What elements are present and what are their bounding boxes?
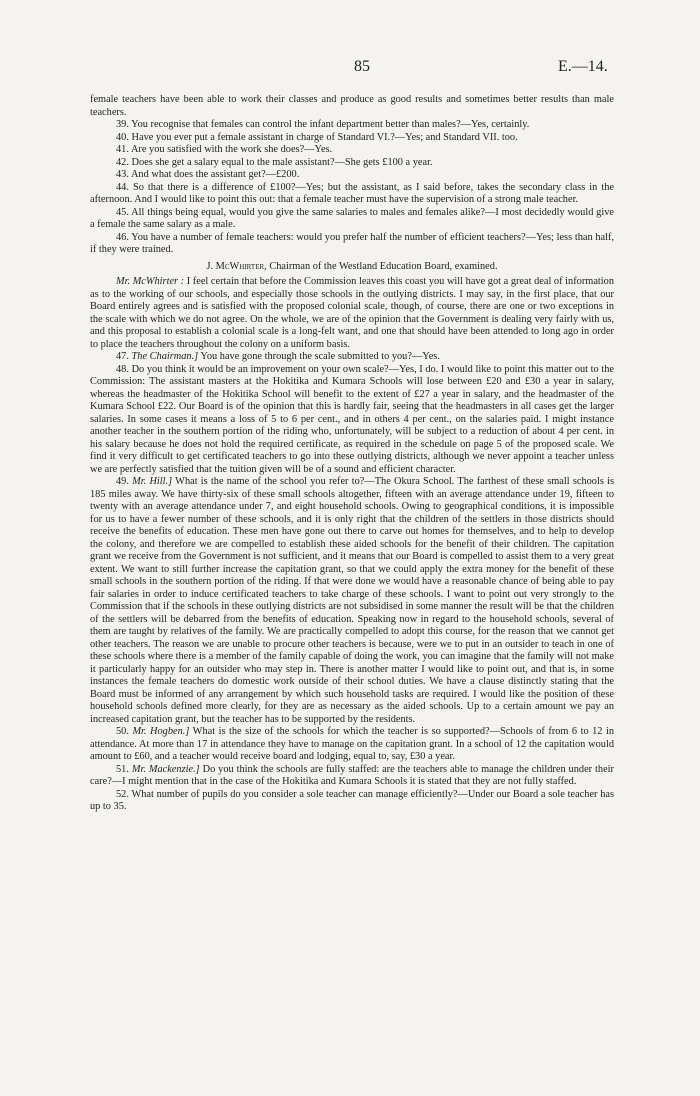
question-51-number: 51.	[116, 763, 129, 775]
question-49-speaker: Mr. Hill.]	[132, 476, 173, 487]
question-52: 52. What number of pupils do you consider a sole teacher can manage efficiently?—Under our Board a sole teacher has up to 35.	[90, 788, 614, 812]
question-47-text: You have gone through the scale submitted to you?—Yes.	[198, 351, 440, 362]
question-42: 42. Does she get a salary equal to the male assistant?—She gets £100 a year.	[116, 156, 433, 168]
page-body	[90, 94, 614, 814]
question-48: 48. Do you think it would be an improvement on your own scale?—Yes, I do. I would like to point this matter out to the Commission: The assistant masters at the Hokitika and Kumara Schools will lose between £20 and £30 a year in salary, whereas the headmaster of the Hokitika School will benefit to the extent of £27 a year in salary, and the headmaster of the Kumara School £22. Our Board is of the opinion that this is hardly fair, seeing that the headmasters in all cases get the larger salaries. In some cases it means a loss of 5 to 6 per cent., and in others 4 per cent., on the salaries paid. I might instance another teacher in the southern portion of the riding who, unfortunately, will be subject to a reduction of about 4 per cent. in his salary because he does not hold the required certificate, as required in the schedule on page 5 of the proposed scale. We find it very difficult to get certificated teachers to go into these outlying districts, although we never appoint a teacher unless we are perfectly satisfied that the tuition given will be of a sound and efficient character.	[90, 363, 614, 475]
document-reference: E.—14.	[558, 58, 608, 75]
question-50	[90, 726, 614, 764]
statement-speaker: Mr. McWhirter :	[116, 276, 185, 287]
question-49-number: 49.	[116, 476, 129, 487]
question-51	[90, 764, 614, 789]
question-47	[90, 351, 614, 364]
question-51-text: Do you think the schools are fully staffed: are the teachers able to manage the children under their care?—I might mention that in the case of the Hokitika and Kumara Schools it is stated that they are not fully staffed.	[90, 763, 614, 787]
page-header	[0, 58, 700, 82]
question-46: 46. You have a number of female teachers: would you prefer half the number of efficient teachers?—Yes; less than half, if they were trained.	[90, 231, 614, 255]
question-40: 40. Have you ever put a female assistant in charge of Standard VI.?—Yes; and Standard VII. too.	[116, 131, 518, 143]
question-44: 44. So that there is a difference of £100?—Yes; but the assistant, as I said before, takes the secondary class in the afternoon. And I would like to point this out: that a female teacher must have the supervision of a strong male teacher.	[90, 181, 614, 205]
opening-statement	[90, 276, 614, 351]
question-45: 45. All things being equal, would you give the same salaries to males and females alike?—I most decidedly would give a female the same salary as a male.	[90, 206, 614, 230]
question-50-speaker: Mr. Hogben.]	[132, 726, 190, 737]
question-39: 39. You recognise that females can control the infant department better than males?—Yes, certainly.	[116, 119, 530, 130]
statement-text: I feel certain that before the Commission leaves this coast you will have got a great deal of information as to the working of our schools, and especially those schools in the outlying districts. I may say, in the first place, that our Board entirely agrees and is satisfied with the proposed colonial scale, though, of course, there are one or two exceptions in the scale with which we do not agree. On the whole, we are of the opinion that the Government is dealing very fairly with us, and this proposal to establish a colonial scale is a long-felt want, and one that should have been attended to long ago in order to place the teachers throughout the colony on a uniform basis.	[90, 276, 614, 350]
witness-heading	[90, 261, 614, 274]
witness-description: , Chairman of the Westland Education Board, examined.	[264, 260, 498, 272]
question-50-text: What is the size of the schools for which the teacher is so supported?—Schools of from 6 to 12 in attendance. At more than 17 in attendance they have to manage on the capitation grant. In a school of 12 the capitation would amount to £60, and a teacher would receive board and lodging, equal to, say, £30 a year.	[90, 726, 615, 762]
continuation-paragraph: female teachers have been able to work their classes and produce as good results and sometimes better results than male teachers.	[90, 94, 614, 118]
question-50-number: 50.	[116, 726, 129, 737]
question-49	[90, 476, 614, 726]
question-49-text: What is the name of the school you refer to?—The Okura School. The farthest of these small schools is 185 miles away. We have thirty-six of these small schools altogether, fifteen with an average attendance under 19, fifteen to twenty with an average attendance under 7, and eight household schools. Owing to geographical conditions, it is impossible for us to have a fewer number of these schools, and it is only right that the children of the settlers in those districts should receive the benefits of education. These men have gone out there to carve out homes for themselves, and to help to develop the colony, and therefore we are compelled to establish these aided schools for the benefit of their children. The capitation grant we receive from the Government is not sufficient, and it means that our Board is compelled to assist them to a very great extent. We want to still further increase the capitation grant, so that we could apply the extra money for the benefit of these small schools in the southern portion of the riding. If that were done we would have a reasonable chance of being able to pay fair salaries in order to induce certificated teachers to take charge of these schools. I want to point out very strongly to the Commission that if the schools in these outlying districts are not subsidised in some manner the result will be that the children of the settlers will be debarred from the benefits of education. Speaking now in regard to the household schools, several of them are taught by relatives of the family. We are practically compelled to adopt this course, for the reason that we cannot get other teachers. The reason we are unable to procure other teachers is because, were we to put in an outsider to teach in one of these schools where there is a member of the family capable of doing the work, you can imagine that the family will not make it particularly happy for an outsider who may step in. There is another matter I would like to point out, and that is, in some instances the female teachers do domestic work outside of their school duties. We have a clause distinctly stating that the Board must be informed of any arrangement by which such household tasks are required. I would like the position of these household schools defined more clearly, for they are as necessary as the aided schools. Up to a certain amount we pay an increased capitation grant, but the teacher has to be supported by the residents.	[90, 476, 614, 725]
witness-name: J. McWhirter	[206, 260, 265, 272]
question-47-number: 47.	[116, 351, 129, 362]
question-47-speaker: The Chairman.]	[131, 351, 199, 362]
question-41: 41. Are you satisfied with the work she does?—Yes.	[116, 144, 333, 155]
question-43: 43. And what does the assistant get?—£200.	[116, 169, 300, 180]
question-51-speaker: Mr. Mackenzie.]	[131, 763, 200, 775]
page-number: 85	[354, 58, 370, 75]
